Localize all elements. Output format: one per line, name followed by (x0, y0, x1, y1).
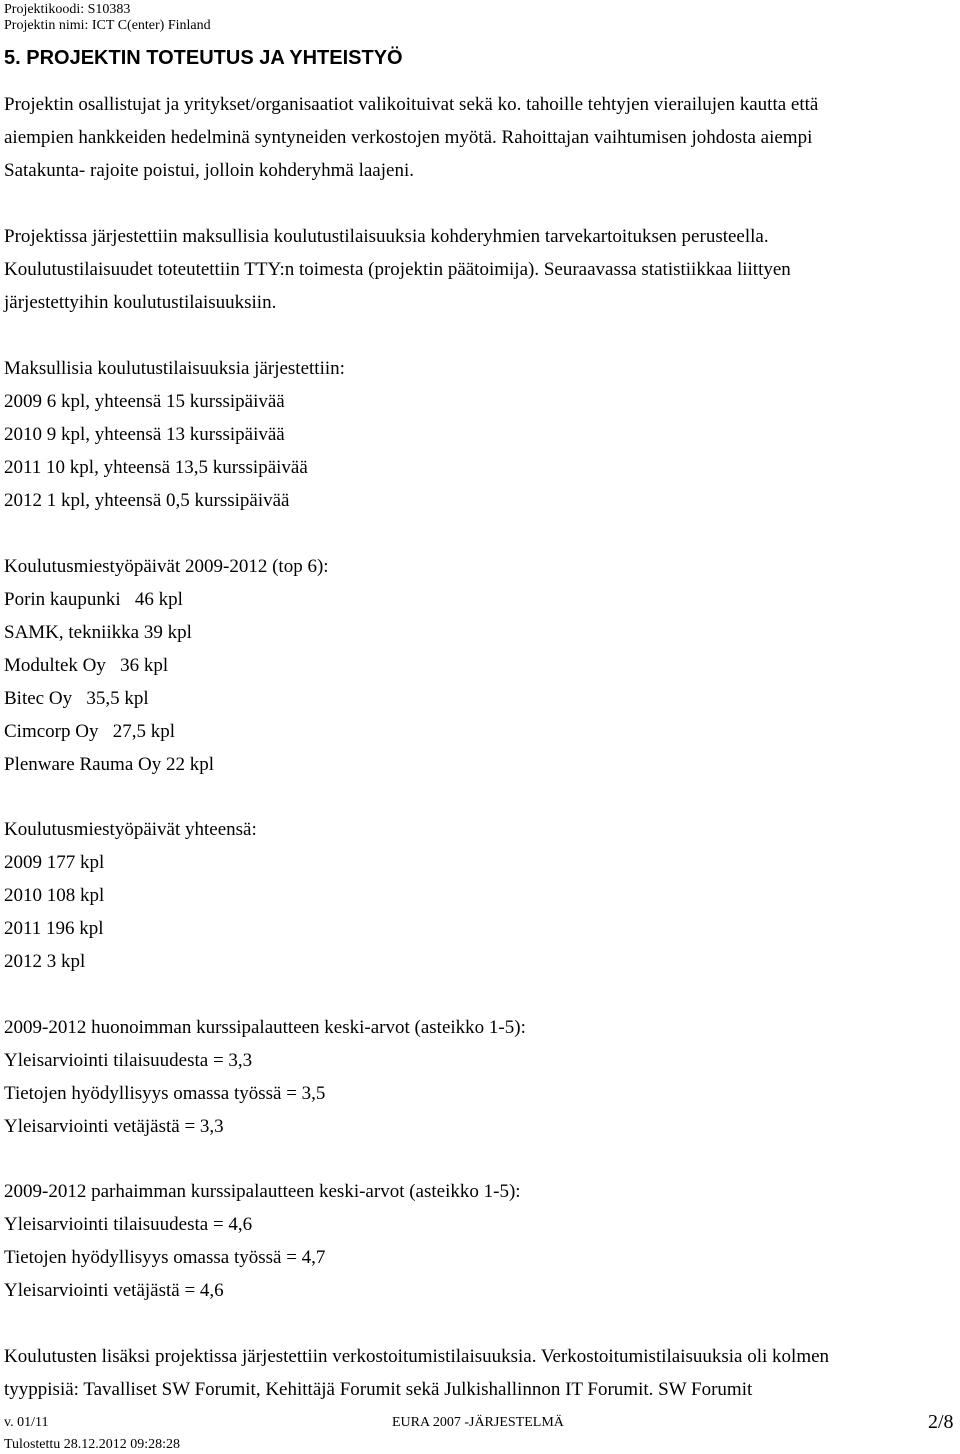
body-line: 2012 1 kpl, yhteensä 0,5 kurssipäivää (4, 490, 290, 511)
body-line: 2012 3 kpl (4, 951, 86, 972)
body-line: 2009 6 kpl, yhteensä 15 kurssipäivää (4, 391, 285, 412)
body-line: Tietojen hyödyllisyys omassa työssä = 4,7 (4, 1247, 326, 1268)
body-line: 2009-2012 parhaimman kurssipalautteen keski-arvot (asteikko 1-5): (4, 1181, 521, 1202)
body-line: Koulutusten lisäksi projektissa järjestettiin verkostoitumistilaisuuksia. Verkostoitumistilaisuuksia oli kolmen (4, 1346, 830, 1367)
body-line: 2011 10 kpl, yhteensä 13,5 kurssipäivää (4, 457, 308, 478)
body-line: Yleisarviointi tilaisuudesta = 3,3 (4, 1050, 253, 1071)
body-line: Tietojen hyödyllisyys omassa työssä = 3,5 (4, 1083, 326, 1104)
body-line: 2009-2012 huonoimman kurssipalautteen keski-arvot (asteikko 1-5): (4, 1017, 526, 1038)
body-line: Satakunta- rajoite poistui, jolloin kohderyhmä laajeni. (4, 160, 414, 181)
body-line: 2010 9 kpl, yhteensä 13 kurssipäivää (4, 424, 285, 445)
body-line: 2011 196 kpl (4, 918, 104, 939)
body-line: Projektissa järjestettiin maksullisia koulutustilaisuuksia kohderyhmien tarvekartoituksen perusteella. (4, 226, 769, 247)
project-code: Projektikoodi: S10383 (4, 2, 131, 17)
body-line: 2010 108 kpl (4, 885, 105, 906)
project-name: Projektin nimi: ICT C(enter) Finland (4, 18, 211, 33)
body-line: Koulutusmiestyöpäivät yhteensä: (4, 819, 257, 840)
body-line: Cimcorp Oy 27,5 kpl (4, 721, 175, 742)
body-line: Koulutustilaisuudet toteutettiin TTY:n toimesta (projektin päätoimija). Seuraavassa statistiikkaa liittyen (4, 259, 791, 280)
body-line: SAMK, tekniikka 39 kpl (4, 622, 192, 643)
body-line: Plenware Rauma Oy 22 kpl (4, 754, 215, 775)
body-line: Porin kaupunki 46 kpl (4, 589, 183, 610)
body-line: Projektin osallistujat ja yritykset/organisaatiot valikoituivat sekä ko. tahoille tehtyjen vierailujen kautta että (4, 94, 819, 115)
body-line: järjestettyihin koulutustilaisuuksiin. (4, 292, 277, 313)
body-line: Yleisarviointi vetäjästä = 3,3 (4, 1116, 224, 1137)
footer-system: EURA 2007 -JÄRJESTELMÄ (392, 1415, 564, 1430)
body-line: Modultek Oy 36 kpl (4, 655, 169, 676)
body-line: 2009 177 kpl (4, 852, 105, 873)
footer-version: v. 01/11 (4, 1415, 49, 1430)
body-line: Maksullisia koulutustilaisuuksia järjestettiin: (4, 358, 345, 379)
body-line: Koulutusmiestyöpäivät 2009-2012 (top 6): (4, 556, 329, 577)
footer-page-number: 2/8 (928, 1411, 954, 1433)
body-line: Yleisarviointi tilaisuudesta = 4,6 (4, 1214, 253, 1235)
body-line: tyyppisiä: Tavalliset SW Forumit, Kehittäjä Forumit sekä Julkishallinnon IT Forumit. SW Forumit (4, 1379, 753, 1400)
body-line: Yleisarviointi vetäjästä = 4,6 (4, 1280, 224, 1301)
body-line: aiempien hankkeiden hedelminä syntyneiden verkostojen myötä. Rahoittajan vaihtumisen johdosta aiempi (4, 127, 813, 148)
body-line: Bitec Oy 35,5 kpl (4, 688, 149, 709)
section-heading: 5. PROJEKTIN TOTEUTUS JA YHTEISTYÖ (4, 47, 403, 69)
footer-printed: Tulostettu 28.12.2012 09:28:28 (4, 1437, 181, 1452)
